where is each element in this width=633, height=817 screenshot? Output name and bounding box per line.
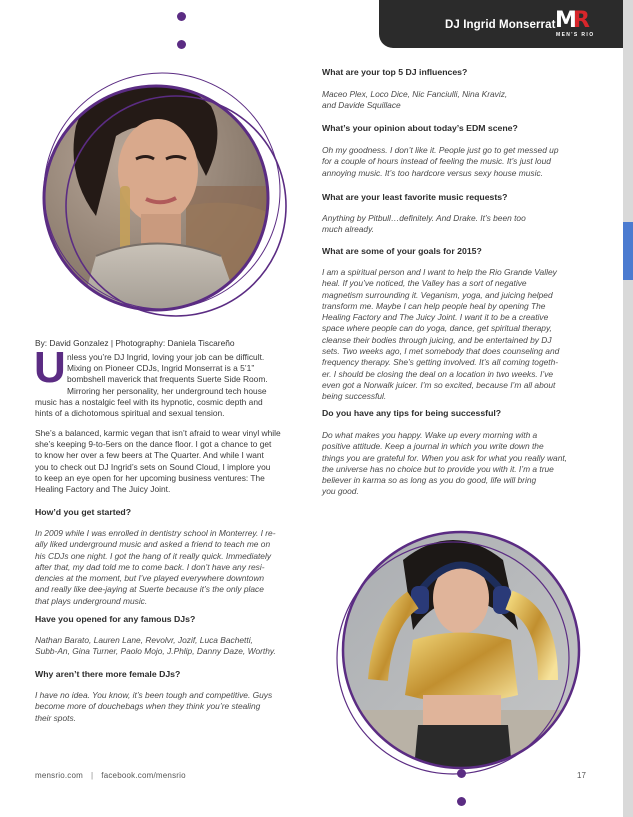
footer-site-link[interactable]: mensrio.com bbox=[35, 771, 83, 780]
portrait-photo-circle bbox=[36, 66, 306, 336]
answer-text: Do what makes you happy. Wake up every morning with a positive attitude. Keep a journal in which you write down the things you are grateful for. When you ask for what you really want, the universe has no choice but to provide you with it. I’m a true believer in karma so as long as you do good, life will bring you good. bbox=[322, 430, 568, 497]
answer-text: Maceo Plex, Loco Dice, Nic Fanciulli, Nina Kraviz, and Davide Squillace bbox=[322, 89, 508, 111]
question-heading: What are your least favorite music requests? bbox=[322, 192, 508, 202]
footer-social-link[interactable]: facebook.com/mensrio bbox=[101, 771, 186, 780]
answer-text: Anything by Pitbull…definitely. And Drake. It’s been too much already. bbox=[322, 213, 526, 235]
question-heading: What are some of your goals for 2015? bbox=[322, 246, 482, 256]
header-title: DJ Ingrid Monserrat bbox=[445, 19, 556, 31]
logo-letter-m: M bbox=[555, 8, 577, 33]
page-edge-strip bbox=[623, 0, 633, 817]
logo-subtitle: MEN'S RIO bbox=[556, 32, 595, 38]
mens-rio-logo bbox=[555, 10, 599, 40]
answer-text: Oh my goodness. I don’t like it. People just go to get messed up for a couple of hours instead of feeling the music. It’s just loud annoying music. It’s too hardcore versus sexy house music. bbox=[322, 145, 559, 178]
page-edge-blue-tab bbox=[623, 222, 633, 280]
question-heading: What are your top 5 DJ influences? bbox=[322, 67, 468, 77]
question-heading: Have you opened for any famous DJs? bbox=[35, 614, 196, 624]
article-byline: By: David Gonzalez | Photography: Daniela Tiscareño bbox=[35, 338, 235, 348]
logo-letter-r: R bbox=[573, 8, 590, 33]
dj-headphones-photo-circle bbox=[333, 520, 593, 780]
drop-cap: U bbox=[34, 343, 66, 392]
page-number: 17 bbox=[577, 771, 586, 780]
footer-separator: | bbox=[91, 771, 94, 780]
answer-text: I have no idea. You know, it’s been tough and competitive. Guys become more of douchebags when they think you’re stealing their spots. bbox=[35, 690, 273, 723]
question-heading: Why aren’t there more female DJs? bbox=[35, 669, 181, 679]
answer-text: I am a spiritual person and I want to help the Rio Grande Valley heal. If you’ve noticed, the Valley has a sort of negative magnetism surrounding it. Veganism, yoga, and juicing helped transform me. Maybe I can help people heal by opening The Healing Factory and The Juicy Joint. I want it to be a creative space where people can do yoga, dance, get spiritual therapy, cleanse their bodies through juicing, and be entertained by DJ sets. Two weeks ago, I met somebody that does counseling and frequency therapy. She’s getting involved. It’s all coming togeth- er. I should be closing the deal on a location in two weeks. I’ve even got a Norwalk juicer. I’m so excited, because I’m all about being successful. bbox=[322, 267, 560, 402]
page-footer bbox=[35, 771, 186, 780]
decor-dot bbox=[177, 12, 186, 21]
page-header bbox=[379, 0, 623, 48]
answer-text: In 2009 while I was enrolled in dentistry school in Monterrey. I re- ally liked underground music and asked a friend to teach me on his CDJs one night. I got the hang of it really quick. Immediately after that, my dad told me to come back. I don’t have any resi- dencies at the moment, but I’ve played everywhere downtown and really like dee-jaying at Suerte because it’s the only place that plays underground music. bbox=[35, 528, 276, 606]
answer-text: Nathan Barato, Lauren Lane, Revolvr, Jozif, Luca Bachetti, Subb-An, Gina Turner, Paolo Mojo, J.Phlip, Danny Daze, Worthy. bbox=[35, 635, 276, 657]
body-paragraph: She’s a balanced, karmic vegan that isn’t afraid to wear vinyl while she’s keeping 9-to-5ers on the dance floor. I got a chance to get to know her over a few beers at The Quarter. And while I want you to check out DJ Ingrid’s sets on Sound Cloud, I implore you to keep an eye open for her upcoming business ventures: The Healing Factory and The Juicy Joint. bbox=[35, 428, 281, 495]
question-heading: How’d you get started? bbox=[35, 507, 132, 517]
question-heading: What’s your opinion about today’s EDM scene? bbox=[322, 123, 518, 133]
question-heading: Do you have any tips for being successful? bbox=[322, 408, 502, 418]
decor-dot bbox=[457, 797, 466, 806]
intro-paragraph: nless you’re DJ Ingrid, loving your job can be difficult. Mixing on Pioneer CDJs, Ingrid Monserrat is a 5’1” bombshell maverick that frequents Suerte Side Room. Mirroring her personality, her underground tech house music has a nostalgic feel with its hypnotic, cosmic depth and hints of a dichotomous spiritual and sexual tension. bbox=[35, 352, 268, 419]
decor-dot bbox=[177, 40, 186, 49]
